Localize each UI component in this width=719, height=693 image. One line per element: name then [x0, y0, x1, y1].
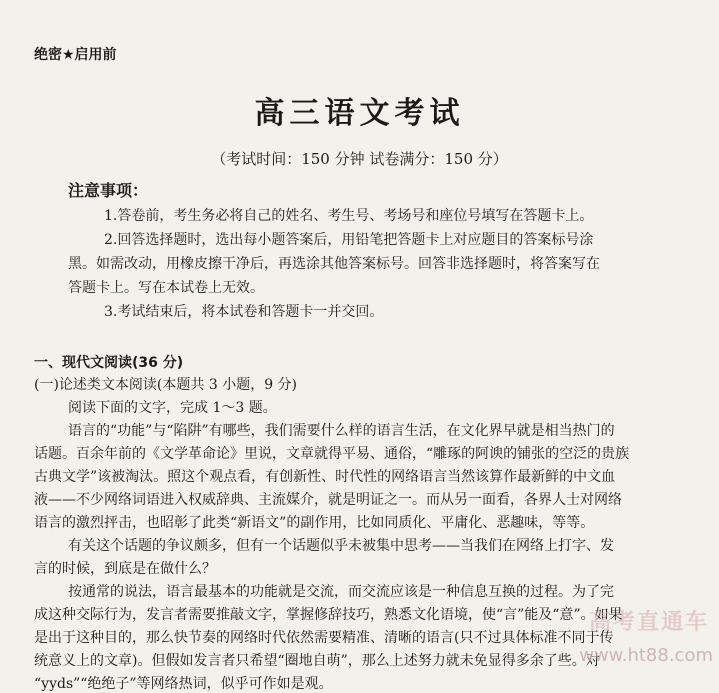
notice-heading: 注意事项： — [68, 181, 149, 200]
body-line: 成这种交际行为，发言者需要推敲文字，掌握修辞技巧，熟悉文化语境，使“言”能及“意”。如果 — [34, 607, 623, 623]
body-line: 言的时候，到底是在做什么？ — [34, 561, 216, 577]
body-line: 话题。百余年前的《文学革命论》里说，文章就得平易、通俗，“雕琢的阿谀的铺张的空泛的贵族 — [34, 446, 630, 462]
notice-line: 答题卡上。写在本试卷上无效。 — [68, 280, 264, 296]
subsection-heading: (一)论述类文本阅读(本题共 3 小题，9 分) — [34, 377, 298, 393]
body-line: 按通常的说法，语言最基本的功能就是交流，而交流应该是一种信息互换的过程。为了完 — [68, 584, 614, 600]
watermark-brand: 高考直通车 — [588, 610, 709, 635]
watermark-url: www.ht88.com — [579, 645, 713, 666]
body-line: 阅读下面的文字，完成 1～3 题。 — [68, 400, 277, 416]
notice-line: 黑。如需改动，用橡皮擦干净后，再选涂其他答案标号。回答非选择题时，将答案写在 — [68, 256, 600, 272]
body-line: 语言的“功能”与“陷阱”有哪些，我们需要什么样的语言生活，在文化界早就是相当热门的 — [68, 423, 615, 439]
body-line: 语言的激烈抨击，也昭彰了此类“新语文”的副作用，比如同质化、平庸化、恶趣味，等等。 — [34, 515, 595, 531]
body-line: 液——不少网络词语进入权威辞典、主流媒介，就是明证之一。而从另一面看，各界人士对网络 — [34, 492, 622, 508]
confidential-mark: 绝密★启用前 — [34, 47, 117, 63]
body-line: 有关这个话题的争议颇多，但有一个话题似乎未被集中思考——当我们在网络上打字、发 — [68, 538, 614, 554]
exam-info: （考试时间：150 分钟 试卷满分：150 分） — [211, 150, 508, 168]
body-line: “yyds”“绝绝子”等网络热词，似乎可作如是观。 — [34, 676, 333, 692]
body-line: 是出于这种目的，那么快节奏的网络时代依然需要精准、清晰的语言(只不过具体标准不同于传 — [34, 630, 614, 646]
notice-line: 3.考试结束后，将本试卷和答题卡一并交回。 — [104, 304, 384, 320]
page-title: 高三语文考试 — [254, 96, 465, 131]
notice-line: 1.答卷前，考生务必将自己的姓名、考生号、考场号和座位号填写在答题卡上。 — [104, 208, 594, 224]
body-line: 古典文学”该被淘汰。照这个观点看，有创新性、时代性的网络语言当然该算作最新鲜的中文血 — [34, 469, 616, 485]
notice-line: 2.回答选择题时，选出每小题答案后，用铅笔把答题卡上对应题目的答案标号涂 — [104, 232, 594, 248]
section-heading: 一、现代文阅读(36 分) — [34, 355, 184, 371]
body-line: 统意义上的文章)。但假如发言者只希望“圈地自萌”，那么上述努力就未免显得多余了些。对 — [34, 653, 600, 669]
